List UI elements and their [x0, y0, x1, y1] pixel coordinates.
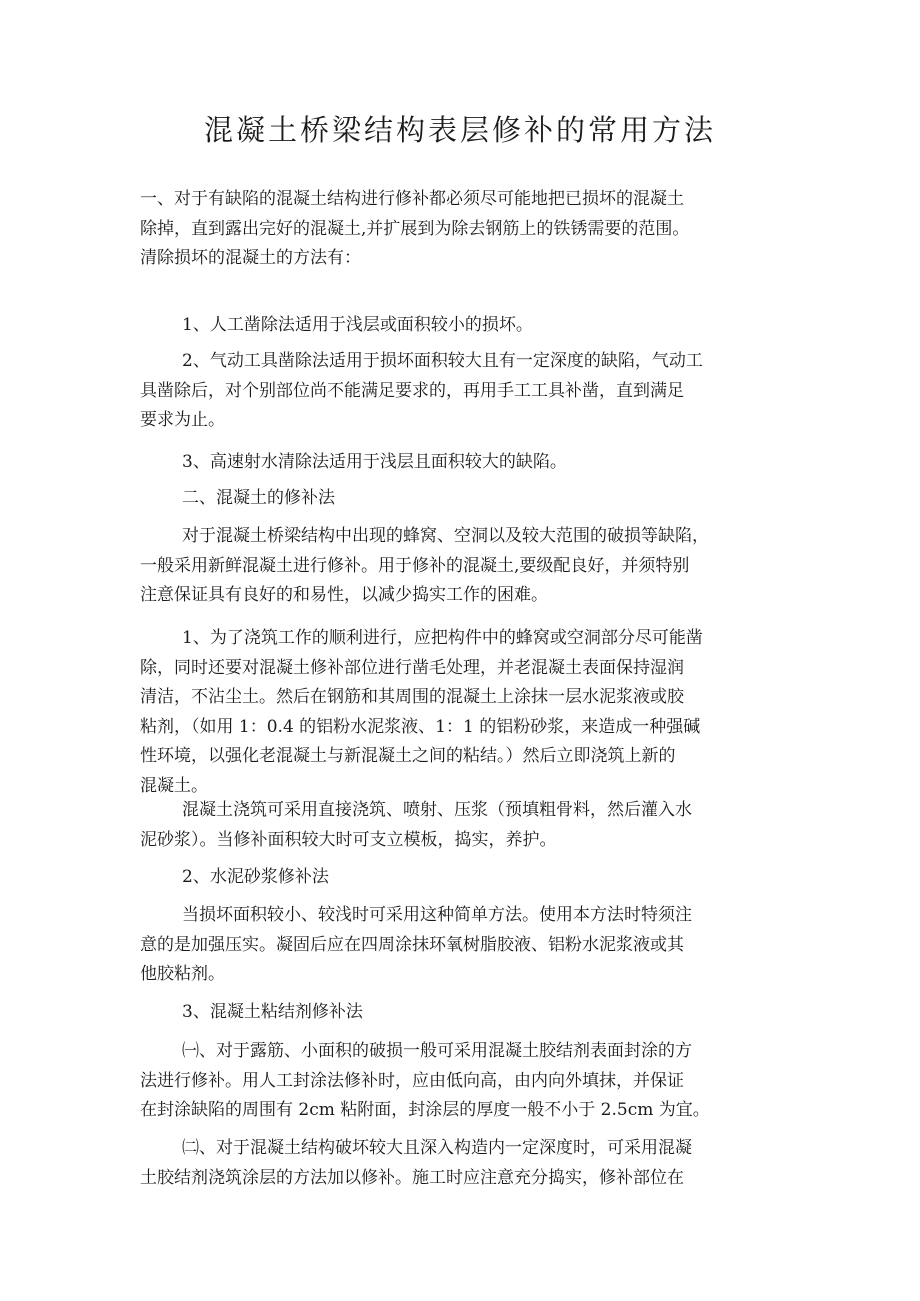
- text-line: 1、人工凿除法适用于浅层或面积较小的损坏。: [182, 315, 533, 335]
- document-title: 混凝土桥梁结构表层修补的常用方法: [203, 113, 716, 147]
- text-line: 对于混凝土桥梁结构中出现的蜂窝、空洞以及较大范围的破损等缺陷，: [182, 526, 709, 546]
- paragraph-item-2: [140, 347, 784, 436]
- text-line: 混凝土。: [140, 775, 208, 796]
- text-line: 泥砂浆）。当修补面积较大时可支立模板，捣实，养护。: [140, 829, 557, 850]
- section-heading-repair: [140, 484, 784, 514]
- text-line: 除，同时还要对混凝土修补部位进行凿毛处理，并老混凝土表面保持湿润: [140, 657, 684, 678]
- text-line: 2、气动工具凿除法适用于损坏面积较大且有一定深度的缺陷，气动工: [182, 351, 703, 371]
- text-line: 混凝土浇筑可采用直接浇筑、喷射、压浆（预填粗骨料，然后灌入水: [182, 800, 692, 820]
- paragraph-pouring: [140, 624, 784, 801]
- text-line: 3、高速射水清除法适用于浅层且面积较大的缺陷。: [182, 452, 567, 472]
- paragraph-item-3: [140, 448, 784, 478]
- paragraph-intro: [140, 185, 784, 274]
- text-line: 二、混凝土的修补法: [182, 488, 335, 508]
- text-line: 他胶粘剂。: [140, 964, 225, 984]
- paragraph-pouring-methods: [140, 796, 784, 855]
- text-line: 法进行修补。用人工封涂法修补时，应由低向高，由内向外填抹，并保证: [140, 1070, 684, 1091]
- section-heading-mortar: [140, 863, 784, 893]
- section-heading-adhesive: [140, 998, 784, 1028]
- paragraph-adhesive-2: [140, 1134, 784, 1193]
- paragraph-adhesive-1: [140, 1037, 784, 1126]
- text-line: 粘剂，（如用 1：0.4 的铝粉水泥浆液、1：1 的铝粉砂浆，来造成一种强碱: [140, 716, 701, 737]
- text-line: 注意保证具有良好的和易性，以减少捣实工作的困难。: [140, 585, 548, 605]
- text-line: 3、混凝土粘结剂修补法: [182, 1002, 363, 1022]
- text-line: 要求为止。: [140, 410, 225, 430]
- text-line: ㈡、对于混凝土结构破坏较大且深入构造内一定深度时，可采用混凝: [182, 1138, 692, 1158]
- text-line: 清除损坏的混凝土的方法有：: [140, 248, 361, 268]
- text-line: 性环境，以强化老混凝土与新混凝土之间的粘结。）然后立即浇筑上新的: [140, 746, 676, 766]
- text-line: 2、水泥砂浆修补法: [182, 867, 329, 887]
- text-line: 一、对于有缺陷的混凝土结构进行修补都必须尽可能地把已损坏的混凝土: [140, 189, 684, 209]
- text-line: 当损坏面积较小、较浅时可采用这种简单方法。使用本方法时特须注: [182, 905, 692, 925]
- paragraph-repair-intro: [140, 522, 784, 611]
- text-line: 一般采用新鲜混凝土进行修补。用于修补的混凝土,要级配良好，并须特别: [140, 555, 690, 576]
- text-line: 在封涂缺陷的周围有 2cm 粘附面，封涂层的厚度一般不小于 2.5cm 为宜。: [140, 1100, 710, 1120]
- text-line: 土胶结剂浇筑涂层的方法加以修补。施工时应注意充分捣实，修补部位在: [140, 1167, 684, 1188]
- text-line: 除掉，直到露出完好的混凝土,并扩展到为除去钢筋上的铁锈需要的范围。: [140, 218, 690, 239]
- text-line: 意的是加强压实。凝固后应在四周涂抹环氧树脂胶液、铝粉水泥浆液或其: [140, 934, 684, 955]
- text-line: 具凿除后，对个别部位尚不能满足要求的，再用手工工具补凿，直到满足: [140, 380, 684, 401]
- paragraph-item-1: [140, 311, 784, 341]
- text-line: ㈠、对于露筋、小面积的破损一般可采用混凝土胶结剂表面封涂的方: [182, 1041, 692, 1061]
- text-line: 1、为了浇筑工作的顺利进行，应把构件中的蜂窝或空洞部分尽可能凿: [182, 628, 703, 648]
- text-line: 清洁，不沾尘土。然后在钢筋和其周围的混凝土上涂抹一层水泥浆液或胶: [140, 687, 684, 707]
- paragraph-mortar: [140, 901, 784, 990]
